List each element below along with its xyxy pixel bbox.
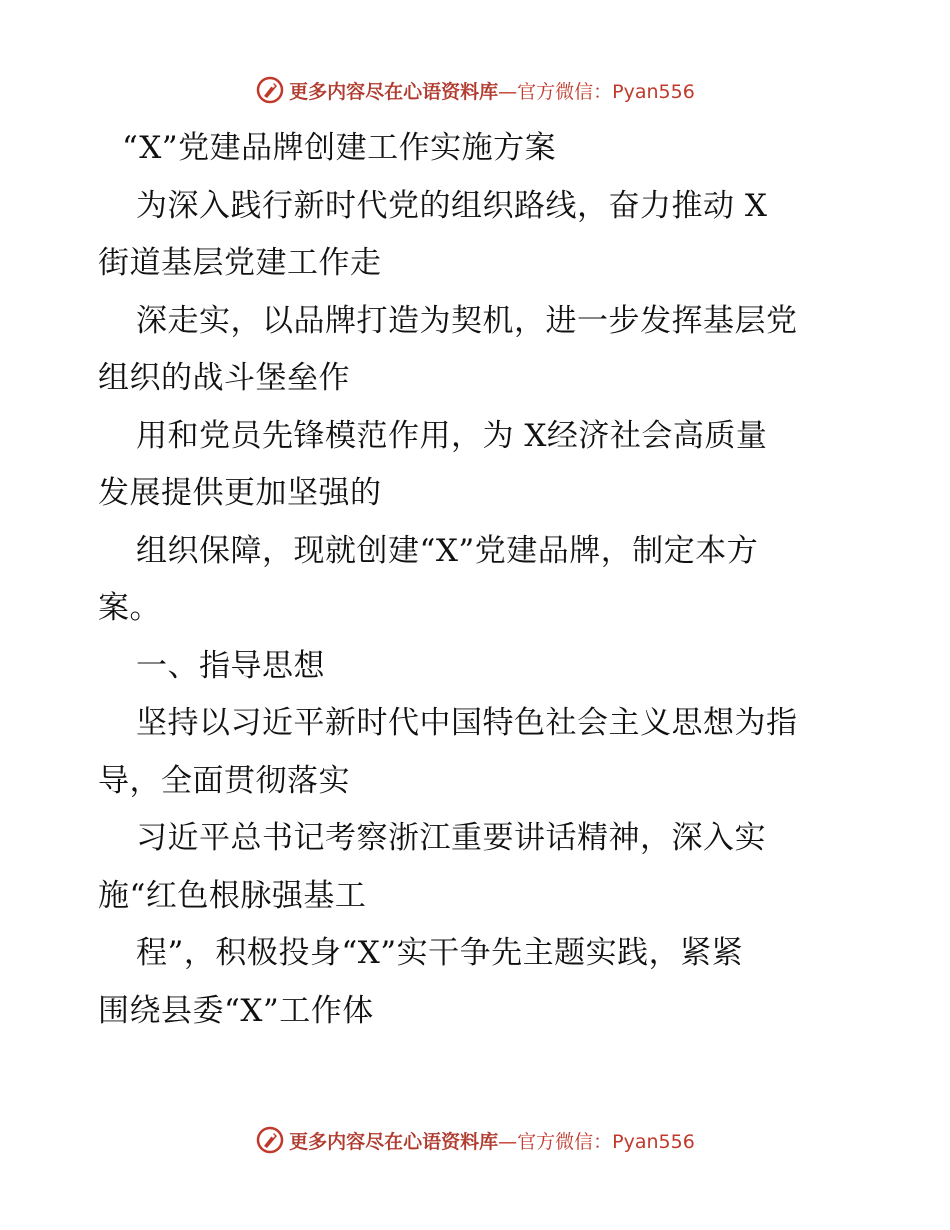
text-line: 组织的战斗堡垒作 [98,360,350,396]
text-line: 街道基层党建工作走 [98,245,382,281]
footer-watermark [0,1120,950,1160]
header-watermark [0,70,950,110]
text-line: 程”，积极投身“X”实干争先主题实践，紧紧 [136,935,744,971]
text-line: 围绕县委“X”工作体 [98,992,374,1029]
text-line: 一、指导思想 [136,647,325,684]
document-title: “X”党建品牌创建工作实施方案 [122,130,557,166]
text-line: 用和党员先锋模范作用，为 X经济社会高质量 [136,417,768,454]
text-line: 案。 [98,590,161,626]
text-line: 施“红色根脉强基工 [98,877,367,914]
pen-nib-icon [255,1125,285,1155]
text-line: 习近平总书记考察浙江重要讲话精神，深入实 [136,820,766,856]
text-line: 导，全面贯彻落实 [98,762,350,799]
document-body [98,120,858,1040]
watermark-text: 更多内容尽在心语资料库—官方微信：Pyan556 [289,1130,695,1153]
pen-nib-icon [255,75,285,105]
text-line: 深走实，以品牌打造为契机，进一步发挥基层党 [136,302,798,339]
text-line: 组织保障，现就创建“X”党建品牌，制定本方 [136,532,759,569]
text-line: 坚持以习近平新时代中国特色社会主义思想为指 [136,705,798,741]
watermark-text: 更多内容尽在心语资料库—官方微信：Pyan556 [289,80,695,103]
text-line: 发展提供更加坚强的 [98,475,382,511]
text-line: 为深入践行新时代党的组织路线，奋力推动 X [136,187,768,224]
